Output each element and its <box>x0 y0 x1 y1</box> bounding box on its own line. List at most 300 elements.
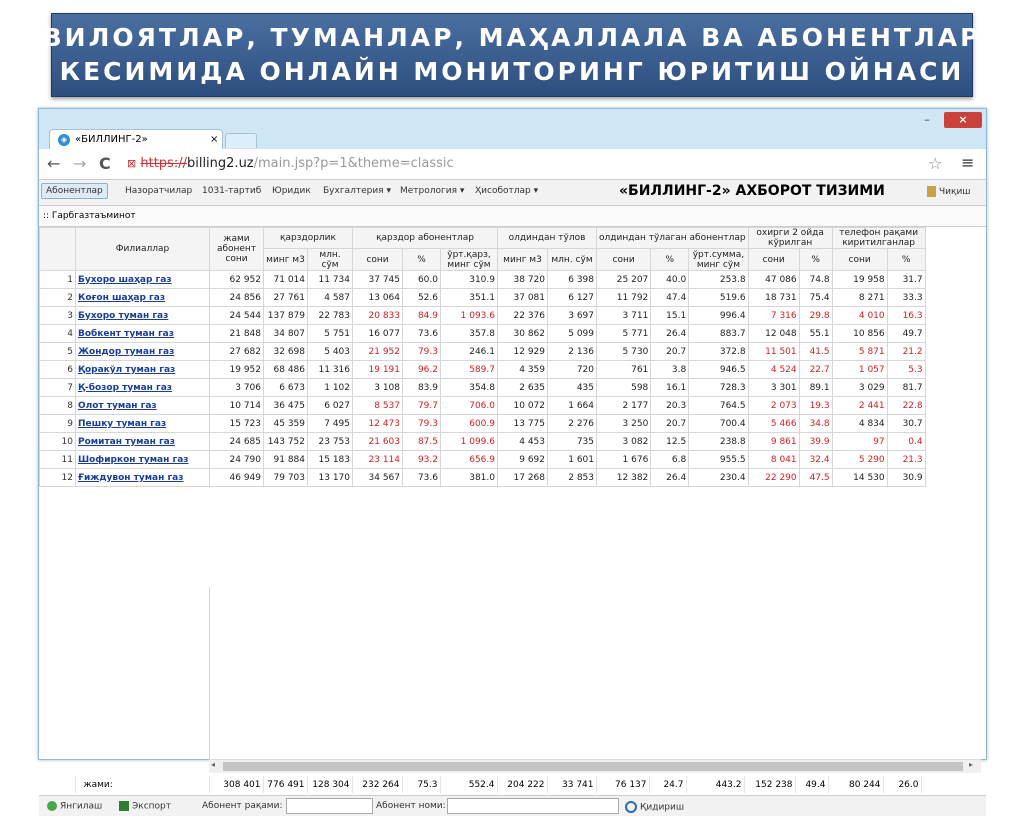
cell-tp: 22.8 <box>887 397 925 415</box>
cell-pc: 11 792 <box>597 289 651 307</box>
header-prepaid-percent[interactable]: % <box>651 249 689 271</box>
totals-phone-percent: 26.0 <box>883 776 921 793</box>
cell-tp: 5.3 <box>887 361 925 379</box>
cell-lc: 11 501 <box>748 343 799 361</box>
cell-pc: 2 177 <box>597 397 651 415</box>
back-arrow-icon[interactable]: ← <box>47 154 61 173</box>
cell-lc: 9 861 <box>748 433 799 451</box>
branches-table <box>39 227 926 487</box>
branch-link[interactable]: Ғиждувон туман газ <box>78 472 184 483</box>
cell-pa: 6 398 <box>548 271 597 289</box>
cell-pa: 5 099 <box>548 325 597 343</box>
cell-total: 19 952 <box>210 361 264 379</box>
table-row[interactable] <box>40 469 926 487</box>
row-branch-cell <box>76 271 210 289</box>
cell-dc: 23 114 <box>353 451 403 469</box>
header-last2-percent[interactable]: % <box>799 249 832 271</box>
row-index: 5 <box>40 343 76 361</box>
totals-prepaid-percent: 24.7 <box>649 776 686 793</box>
header-phone-percent[interactable]: % <box>887 249 925 271</box>
refresh-icon <box>47 801 57 811</box>
cell-dc: 13 064 <box>353 289 403 307</box>
header-phone-entered: телефон рақами киритилганлар <box>832 228 925 249</box>
cell-lc: 47 086 <box>748 271 799 289</box>
cell-pa: 435 <box>548 379 597 397</box>
row-branch-cell <box>76 343 210 361</box>
totals-total: 308 401 <box>209 776 263 793</box>
app-content <box>39 180 986 813</box>
row-branch-cell <box>76 451 210 469</box>
cell-da: 1 102 <box>308 379 353 397</box>
cell-pp: 20.7 <box>651 343 689 361</box>
row-index: 10 <box>40 433 76 451</box>
cell-tp: 31.7 <box>887 271 925 289</box>
cell-total: 24 544 <box>210 307 264 325</box>
breadcrumb <box>39 206 986 227</box>
row-index: 1 <box>40 271 76 289</box>
cell-lp: 74.8 <box>799 271 832 289</box>
totals-label: жами: <box>75 776 209 793</box>
app-footer <box>39 795 986 816</box>
branch-link[interactable]: Пешку туман газ <box>78 418 167 429</box>
cell-tp: 81.7 <box>887 379 925 397</box>
cell-pv: 12 929 <box>498 343 548 361</box>
cell-dc: 19 191 <box>353 361 403 379</box>
branch-link[interactable]: Жондор туман газ <box>78 346 175 357</box>
cell-total: 15 723 <box>210 415 264 433</box>
app-menubar <box>39 180 986 206</box>
cell-davg: 1 099.6 <box>441 433 498 451</box>
cell-pv: 13 775 <box>498 415 548 433</box>
bookmark-star-icon[interactable]: ☆ <box>928 154 943 173</box>
row-index: 7 <box>40 379 76 397</box>
cell-pp: 20.3 <box>651 397 689 415</box>
cell-dp: 60.0 <box>403 271 441 289</box>
cell-pa: 2 853 <box>548 469 597 487</box>
totals-prepaid-volume: 204 222 <box>497 776 547 793</box>
refresh-button[interactable] <box>47 801 102 812</box>
table-row[interactable] <box>40 379 926 397</box>
header-prepaid-amount[interactable]: млн. сўм <box>548 249 597 271</box>
cell-pp: 3.8 <box>651 361 689 379</box>
cell-pc: 3 082 <box>597 433 651 451</box>
cell-tp: 49.7 <box>887 325 925 343</box>
totals-avg-sum: 443.2 <box>686 776 744 793</box>
cell-tc: 3 029 <box>832 379 887 397</box>
row-branch-cell <box>76 415 210 433</box>
cell-dp: 73.6 <box>403 325 441 343</box>
cell-dp: 87.5 <box>403 433 441 451</box>
header-avg-debt[interactable]: ўрт.қарз, минг сўм <box>441 249 498 271</box>
totals-row <box>39 776 922 793</box>
url-scheme: https:// <box>140 156 187 171</box>
cell-dp: 52.6 <box>403 289 441 307</box>
header-index <box>40 228 76 271</box>
cell-pv: 4 453 <box>498 433 548 451</box>
header-debt-amount[interactable]: млн. сўм <box>308 249 353 271</box>
forward-arrow-icon[interactable]: → <box>73 154 87 173</box>
cell-pc: 25 207 <box>597 271 651 289</box>
window-minimize-button[interactable]: – <box>924 113 930 126</box>
totals-prepaid-amount: 33 741 <box>547 776 596 793</box>
totals-last2-percent: 49.4 <box>795 776 828 793</box>
browser-menu-icon[interactable]: ≡ <box>961 153 975 172</box>
totals-spacer <box>39 776 75 793</box>
cell-da: 23 753 <box>308 433 353 451</box>
menu-controllers[interactable]: Назоратчилар <box>125 186 193 196</box>
cell-pp: 26.4 <box>651 469 689 487</box>
search-button[interactable] <box>625 801 684 813</box>
cell-lp: 89.1 <box>799 379 832 397</box>
totals-last2-count: 152 238 <box>744 776 795 793</box>
cell-pc: 761 <box>597 361 651 379</box>
cell-dc: 21 952 <box>353 343 403 361</box>
cell-pv: 30 862 <box>498 325 548 343</box>
table-row[interactable] <box>40 325 926 343</box>
cell-pp: 20.7 <box>651 415 689 433</box>
header-debtor-percent[interactable]: % <box>403 249 441 271</box>
cell-pa: 1 601 <box>548 451 597 469</box>
cell-pa: 2 276 <box>548 415 597 433</box>
browser-titlebar <box>39 109 986 149</box>
table-body <box>40 271 926 487</box>
cell-davg: 1 093.6 <box>441 307 498 325</box>
cell-lp: 47.5 <box>799 469 832 487</box>
cell-pc: 3 250 <box>597 415 651 433</box>
cell-da: 13 170 <box>308 469 353 487</box>
account-number-label: Абонент рақами: <box>202 801 283 811</box>
cell-pc: 3 711 <box>597 307 651 325</box>
row-branch-cell <box>76 361 210 379</box>
cell-pp: 40.0 <box>651 271 689 289</box>
branch-link[interactable]: Бухоро шаҳар газ <box>78 274 172 285</box>
menu-order-1031[interactable]: 1031-тартиб <box>202 186 262 196</box>
header-last2-count[interactable]: сони <box>748 249 799 271</box>
cell-dv: 71 014 <box>264 271 308 289</box>
cell-pa: 6 127 <box>548 289 597 307</box>
cell-pv: 22 376 <box>498 307 548 325</box>
branch-link[interactable]: Коғон шаҳар газ <box>78 292 166 303</box>
cell-pavg: 238.8 <box>689 433 748 451</box>
table-row[interactable] <box>40 451 926 469</box>
table-row[interactable] <box>40 307 926 325</box>
branch-link[interactable]: Вобкент туман газ <box>78 328 174 339</box>
search-label: Қидириш <box>640 802 685 813</box>
tab-close-icon[interactable]: × <box>210 134 219 145</box>
slide-banner <box>42 13 982 97</box>
cell-tc: 5 871 <box>832 343 887 361</box>
header-prepaid-volume[interactable]: минг м3 <box>498 249 548 271</box>
cell-tc: 10 856 <box>832 325 887 343</box>
row-branch-cell <box>76 307 210 325</box>
cell-lp: 39.9 <box>799 433 832 451</box>
cell-dp: 84.9 <box>403 307 441 325</box>
branch-link[interactable]: Бухоро туман газ <box>78 310 169 321</box>
cell-pavg: 883.7 <box>689 325 748 343</box>
account-name-label: Абонент номи: <box>376 801 446 811</box>
totals-debt-volume: 776 491 <box>263 776 307 793</box>
cell-dv: 137 879 <box>264 307 308 325</box>
cell-dv: 34 807 <box>264 325 308 343</box>
cell-total: 24 856 <box>210 289 264 307</box>
cell-dc: 34 567 <box>353 469 403 487</box>
cell-pc: 5 771 <box>597 325 651 343</box>
table-row[interactable] <box>40 289 926 307</box>
cell-total: 10 714 <box>210 397 264 415</box>
row-index: 3 <box>40 307 76 325</box>
banner-line-2: КЕСИМИДА ОНЛАЙН МОНИТОРИНГ ЮРИТИШ ОЙНАСИ <box>59 57 965 86</box>
table-row[interactable] <box>40 271 926 289</box>
cell-dc: 20 833 <box>353 307 403 325</box>
scrollbar-thumb[interactable] <box>223 762 963 771</box>
cell-lc: 4 524 <box>748 361 799 379</box>
search-icon <box>625 801 637 813</box>
totals-debt-amount: 128 304 <box>307 776 352 793</box>
totals-prepaid-count: 76 137 <box>596 776 649 793</box>
cell-dp: 79.3 <box>403 415 441 433</box>
cell-da: 4 587 <box>308 289 353 307</box>
cell-dv: 91 884 <box>264 451 308 469</box>
cell-pa: 2 136 <box>548 343 597 361</box>
row-index: 4 <box>40 325 76 343</box>
cell-tp: 30.9 <box>887 469 925 487</box>
cell-dp: 79.7 <box>403 397 441 415</box>
cell-pavg: 372.8 <box>689 343 748 361</box>
cell-lc: 5 466 <box>748 415 799 433</box>
cell-dc: 21 603 <box>353 433 403 451</box>
cell-davg: 351.1 <box>441 289 498 307</box>
row-index: 6 <box>40 361 76 379</box>
cell-da: 7 495 <box>308 415 353 433</box>
cell-lp: 41.5 <box>799 343 832 361</box>
cell-total: 27 682 <box>210 343 264 361</box>
cell-da: 15 183 <box>308 451 353 469</box>
cell-pavg: 764.5 <box>689 397 748 415</box>
cell-dv: 32 698 <box>264 343 308 361</box>
cell-tc: 1 057 <box>832 361 887 379</box>
cell-davg: 381.0 <box>441 469 498 487</box>
cell-lc: 8 041 <box>748 451 799 469</box>
cell-dv: 36 475 <box>264 397 308 415</box>
branch-link[interactable]: Қ-бозор туман газ <box>78 382 173 393</box>
cell-tc: 97 <box>832 433 887 451</box>
cell-dp: 73.6 <box>403 469 441 487</box>
branch-link[interactable]: Шофиркон туман газ <box>78 454 189 465</box>
cell-lp: 19.3 <box>799 397 832 415</box>
scroll-left-icon[interactable]: ◂ <box>211 760 216 769</box>
cell-pavg: 519.6 <box>689 289 748 307</box>
excel-icon <box>119 801 129 811</box>
account-name-input[interactable] <box>447 798 619 814</box>
export-button[interactable] <box>119 801 171 812</box>
cell-dc: 37 745 <box>353 271 403 289</box>
cell-tc: 5 290 <box>832 451 887 469</box>
table-row[interactable] <box>40 433 926 451</box>
cell-pa: 1 664 <box>548 397 597 415</box>
cell-davg: 589.7 <box>441 361 498 379</box>
cell-dc: 16 077 <box>353 325 403 343</box>
cell-da: 6 027 <box>308 397 353 415</box>
cell-lp: 22.7 <box>799 361 832 379</box>
cell-total: 46 949 <box>210 469 264 487</box>
header-debt: қарздорлик <box>264 228 353 249</box>
cell-dp: 79.3 <box>403 343 441 361</box>
cell-davg: 354.8 <box>441 379 498 397</box>
cell-pa: 3 697 <box>548 307 597 325</box>
account-number-input[interactable] <box>286 798 373 814</box>
address-bar <box>39 149 986 180</box>
header-total-subscribers[interactable]: жами абонент сони <box>210 228 264 271</box>
cell-pp: 6.8 <box>651 451 689 469</box>
app-title: «БИЛЛИНГ-2» АХБОРОТ ТИЗИМИ <box>619 183 885 199</box>
cell-pc: 5 730 <box>597 343 651 361</box>
cell-da: 11 316 <box>308 361 353 379</box>
branch-link[interactable]: Қоракўл туман газ <box>78 364 176 375</box>
cell-dp: 96.2 <box>403 361 441 379</box>
cell-total: 21 848 <box>210 325 264 343</box>
cell-dc: 3 108 <box>353 379 403 397</box>
cell-pc: 12 382 <box>597 469 651 487</box>
new-tab-button[interactable] <box>225 133 257 148</box>
header-last-2-months: охирги 2 ойда кўрилган <box>748 228 832 249</box>
cell-dv: 79 703 <box>264 469 308 487</box>
billing-favicon-icon: ◈ <box>58 134 70 146</box>
cell-dp: 83.9 <box>403 379 441 397</box>
header-prepaid-count[interactable]: сони <box>597 249 651 271</box>
row-index: 12 <box>40 469 76 487</box>
menu-metrology[interactable]: Метрология ▾ <box>400 186 465 196</box>
cell-tc: 19 958 <box>832 271 887 289</box>
horizontal-scrollbar[interactable] <box>209 759 981 773</box>
cell-dc: 8 537 <box>353 397 403 415</box>
branch-link[interactable]: Ромитан туман газ <box>78 436 175 447</box>
cell-davg: 357.8 <box>441 325 498 343</box>
tab-title: «БИЛЛИНГ-2» <box>75 134 148 145</box>
cell-dv: 27 761 <box>264 289 308 307</box>
cell-pv: 37 081 <box>498 289 548 307</box>
cell-tp: 30.7 <box>887 415 925 433</box>
cell-da: 5 403 <box>308 343 353 361</box>
row-index: 11 <box>40 451 76 469</box>
totals-debtor-count: 232 264 <box>352 776 402 793</box>
table-row[interactable] <box>40 415 926 433</box>
exit-button[interactable] <box>927 186 971 197</box>
header-debtor-count[interactable]: сони <box>353 249 403 271</box>
header-prepaid: олдиндан тўлов <box>498 228 597 249</box>
cell-total: 3 706 <box>210 379 264 397</box>
insecure-lock-icon: ⊠ <box>127 157 137 170</box>
table-row[interactable] <box>40 343 926 361</box>
browser-tab[interactable] <box>49 129 223 150</box>
row-branch-cell <box>76 379 210 397</box>
cell-tc: 2 441 <box>832 397 887 415</box>
cell-lp: 32.4 <box>799 451 832 469</box>
cell-pv: 10 072 <box>498 397 548 415</box>
row-branch-cell <box>76 469 210 487</box>
table-row[interactable] <box>40 397 926 415</box>
cell-pp: 26.4 <box>651 325 689 343</box>
cell-pc: 1 676 <box>597 451 651 469</box>
cell-tc: 4 010 <box>832 307 887 325</box>
cell-dv: 68 486 <box>264 361 308 379</box>
cell-pavg: 728.3 <box>689 379 748 397</box>
cell-lc: 22 290 <box>748 469 799 487</box>
exit-door-icon <box>927 186 936 197</box>
cell-lc: 12 048 <box>748 325 799 343</box>
cell-pavg: 230.4 <box>689 469 748 487</box>
header-phone-count[interactable]: сони <box>832 249 887 271</box>
cell-lp: 75.4 <box>799 289 832 307</box>
export-label: Экспорт <box>132 801 172 812</box>
cell-tp: 16.3 <box>887 307 925 325</box>
totals-phone-count: 80 244 <box>828 776 883 793</box>
cell-tp: 33.3 <box>887 289 925 307</box>
table-row[interactable] <box>40 361 926 379</box>
cell-pc: 598 <box>597 379 651 397</box>
cell-davg: 706.0 <box>441 397 498 415</box>
cell-pp: 12.5 <box>651 433 689 451</box>
cell-dp: 93.2 <box>403 451 441 469</box>
cell-dc: 12 473 <box>353 415 403 433</box>
scroll-right-icon[interactable]: ▸ <box>969 760 974 769</box>
cell-pp: 15.1 <box>651 307 689 325</box>
cell-davg: 310.9 <box>441 271 498 289</box>
row-index: 9 <box>40 415 76 433</box>
totals-avg-debt: 552.4 <box>440 776 497 793</box>
cell-pv: 9 692 <box>498 451 548 469</box>
url-path: /main.jsp?p=1&theme=classic <box>253 156 454 171</box>
cell-pavg: 955.5 <box>689 451 748 469</box>
cell-pavg: 253.8 <box>689 271 748 289</box>
banner-line-1: ВИЛОЯТЛАР, ТУМАНЛАР, МАҲАЛЛАЛА ВА АБОНЕНТЛАР <box>42 23 982 52</box>
url-field[interactable] <box>127 154 925 174</box>
cell-tp: 21.2 <box>887 343 925 361</box>
cell-davg: 246.1 <box>441 343 498 361</box>
url-host: billing2.uz <box>186 156 254 171</box>
cell-lc: 18 731 <box>748 289 799 307</box>
menu-accounting[interactable]: Бухгалтерия ▾ <box>323 186 391 196</box>
cell-tc: 8 271 <box>832 289 887 307</box>
cell-total: 24 790 <box>210 451 264 469</box>
row-branch-cell <box>76 325 210 343</box>
cell-pv: 2 635 <box>498 379 548 397</box>
cell-dv: 6 673 <box>264 379 308 397</box>
header-debt-volume[interactable]: минг м3 <box>264 249 308 271</box>
window-close-button[interactable]: × <box>944 112 982 128</box>
cell-tp: 0.4 <box>887 433 925 451</box>
header-prepaid-subscribers: олдиндан тўлаган абонентлар <box>597 228 749 249</box>
menu-legal[interactable]: Юридик <box>272 186 311 196</box>
row-branch-cell <box>76 433 210 451</box>
cell-da: 22 783 <box>308 307 353 325</box>
cell-davg: 656.9 <box>441 451 498 469</box>
column-divider <box>209 587 210 764</box>
cell-pavg: 996.4 <box>689 307 748 325</box>
reload-icon[interactable]: C <box>99 154 111 173</box>
branch-link[interactable]: Олот туман газ <box>78 400 157 411</box>
menu-subscribers[interactable]: Абонентлар <box>41 183 108 199</box>
cell-pv: 38 720 <box>498 271 548 289</box>
cell-lc: 2 073 <box>748 397 799 415</box>
row-index: 8 <box>40 397 76 415</box>
cell-dv: 45 359 <box>264 415 308 433</box>
cell-lc: 7 316 <box>748 307 799 325</box>
menu-reports[interactable]: Ҳисоботлар ▾ <box>475 186 539 196</box>
header-branch[interactable]: Филиаллар <box>76 228 210 271</box>
header-avg-sum[interactable]: ўрт.сумма, минг сўм <box>689 249 748 271</box>
cell-da: 5 751 <box>308 325 353 343</box>
cell-total: 24 685 <box>210 433 264 451</box>
